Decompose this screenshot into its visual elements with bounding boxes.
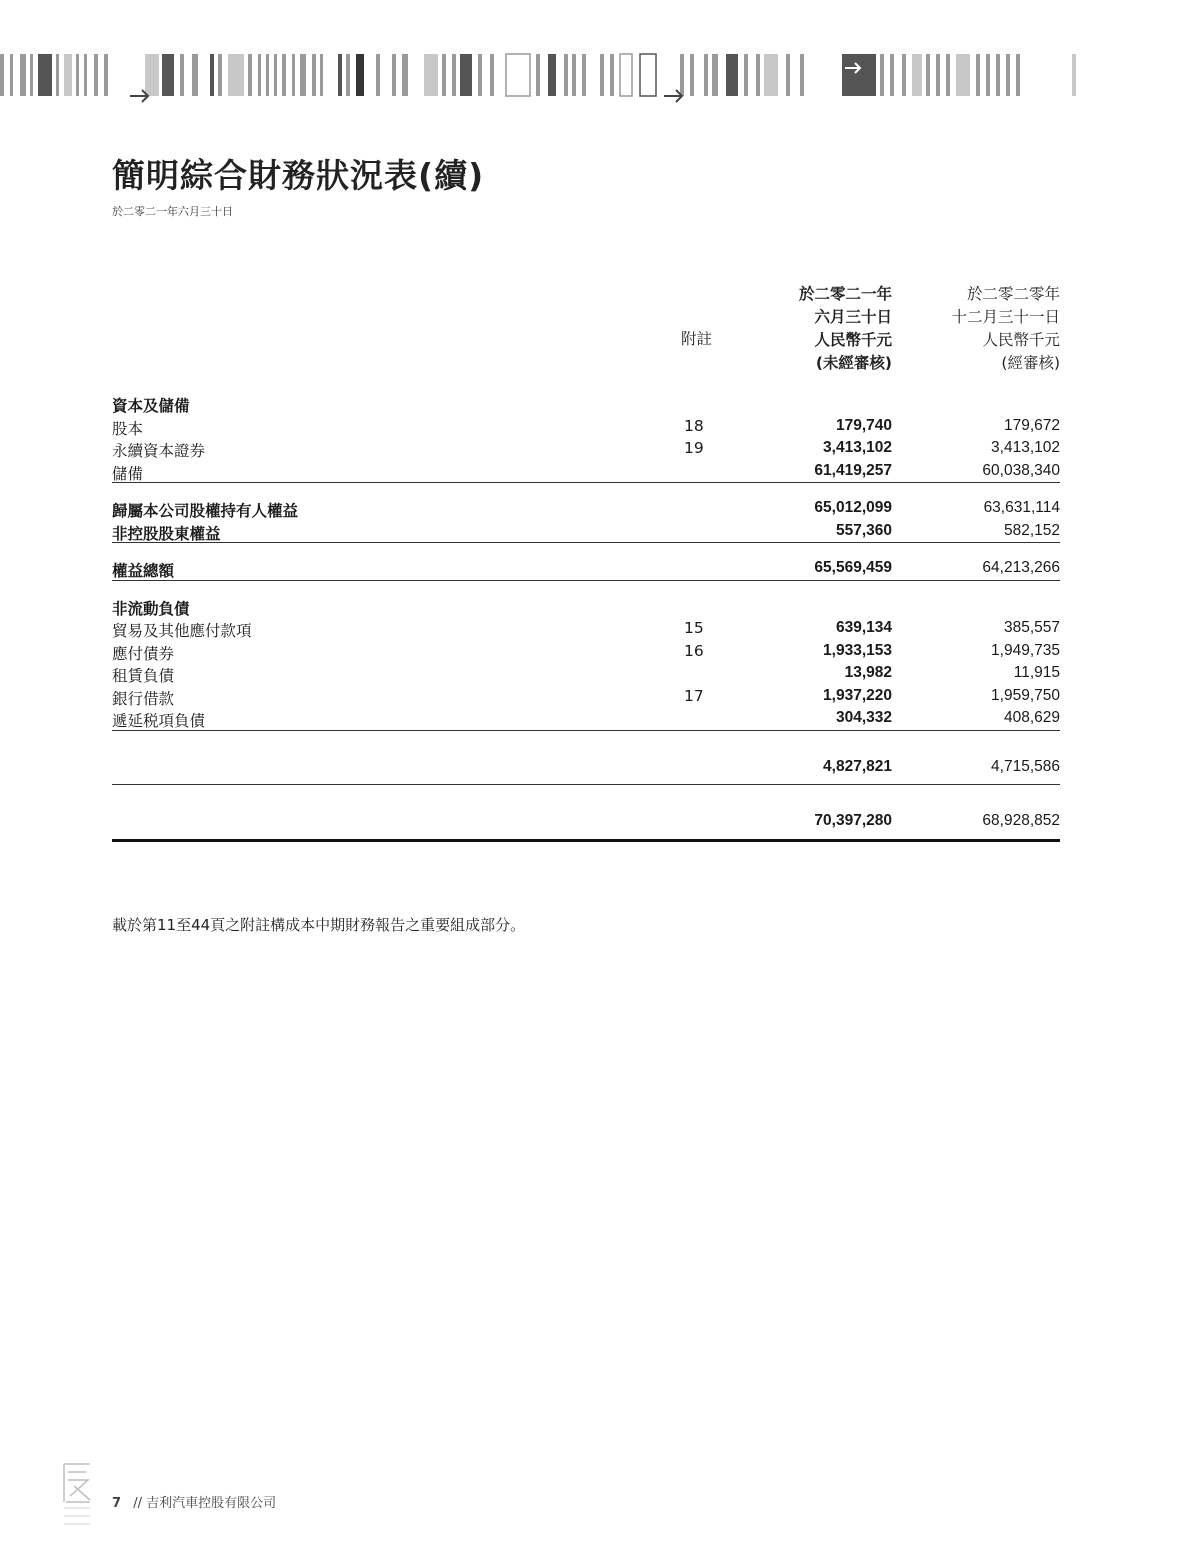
row-prior-value: 1,959,750 <box>991 686 1060 704</box>
table-row <box>112 707 1060 730</box>
row-label: 應付債券 <box>112 644 175 663</box>
footnote: 載於第11至44頁之附註構成本中期財務報告之重要組成部分。 <box>112 916 526 934</box>
page-number: 7 <box>112 1496 122 1511</box>
row-prior-value: 60,038,340 <box>982 461 1060 479</box>
row-note: 16 <box>684 641 704 660</box>
prior-period-header <box>900 283 1060 375</box>
row-note: 19 <box>684 439 704 457</box>
prior-header-line-3: 人民幣千元 <box>982 331 1060 349</box>
table-row <box>112 662 1060 685</box>
row-current-value: 61,419,257 <box>814 461 892 479</box>
financial-position-table <box>112 392 1060 842</box>
table-row <box>112 437 1060 460</box>
table-row <box>112 685 1060 708</box>
row-current-value: 639,134 <box>835 619 892 636</box>
page-subtitle: 於二零二一年六月三十日 <box>112 205 233 218</box>
table-row <box>112 640 1060 663</box>
table-row <box>112 415 1060 438</box>
row-current-value: 1,933,153 <box>823 641 892 659</box>
table-row-nci <box>112 520 1060 543</box>
row-note: 15 <box>684 619 704 637</box>
decorative-header-band <box>0 50 1200 106</box>
row-prior-value: 179,672 <box>1003 416 1060 434</box>
row-prior-value: 3,413,102 <box>991 439 1060 456</box>
row-label: 權益總額 <box>112 562 175 580</box>
current-header-line-2: 六月三十日 <box>814 308 892 326</box>
row-current-value: 65,569,459 <box>814 559 892 576</box>
table-row-attributable-equity <box>112 497 1060 520</box>
company-seal-icon <box>60 1462 94 1532</box>
table-row-grand-total <box>112 810 1060 833</box>
row-current-value: 70,397,280 <box>814 812 892 829</box>
row-prior-value: 1,949,735 <box>991 641 1060 659</box>
row-label: 遞延税項負債 <box>112 712 206 730</box>
row-prior-value: 4,715,586 <box>991 757 1060 775</box>
row-current-value: 13,982 <box>844 664 892 681</box>
table-row-total-equity <box>112 557 1060 580</box>
row-current-value: 179,740 <box>835 416 892 434</box>
row-prior-value: 408,629 <box>1003 709 1060 726</box>
company-name: // 吉利汽車控股有限公司 <box>133 1496 277 1511</box>
row-label: 儲備 <box>112 464 144 483</box>
row-current-value: 557,360 <box>835 521 892 539</box>
current-period-header <box>742 283 892 375</box>
row-label: 銀行借款 <box>112 689 175 708</box>
row-prior-value: 63,631,114 <box>983 499 1060 516</box>
current-header-line-1: 於二零二一年 <box>798 285 892 303</box>
table-row <box>112 617 1060 640</box>
row-current-value: 304,332 <box>835 709 892 726</box>
row-label: 永續資本證券 <box>112 442 206 460</box>
row-prior-value: 582,152 <box>1003 521 1060 539</box>
row-current-value: 1,937,220 <box>823 686 892 704</box>
row-note: 18 <box>684 416 704 435</box>
row-current-value: 3,413,102 <box>823 439 892 456</box>
row-prior-value: 11,915 <box>1013 664 1060 681</box>
row-prior-value: 68,928,852 <box>982 812 1060 829</box>
double-rule <box>112 839 1060 842</box>
prior-header-line-1: 於二零二零年 <box>966 285 1060 303</box>
prior-header-line-2: 十二月三十一日 <box>951 308 1060 326</box>
current-header-line-4: (未經審核) <box>815 354 892 372</box>
table-row <box>112 460 1060 483</box>
current-header-line-3: 人民幣千元 <box>814 331 892 349</box>
row-label: 貿易及其他應付款項 <box>112 622 252 640</box>
row-current-value: 65,012,099 <box>814 499 892 516</box>
row-prior-value: 64,213,266 <box>982 559 1060 576</box>
row-label: 歸屬本公司股權持有人權益 <box>112 502 299 520</box>
section-heading-noncurrent <box>112 595 1060 618</box>
row-prior-value: 385,557 <box>1003 619 1060 636</box>
row-current-value: 4,827,821 <box>823 757 892 775</box>
row-note: 17 <box>684 686 704 705</box>
page-title: 簡明綜合財務狀況表(續) <box>112 156 485 195</box>
row-label: 資本及儲備 <box>112 397 190 415</box>
row-label: 股本 <box>112 419 144 438</box>
row-label: 非控股股東權益 <box>112 524 221 543</box>
row-label: 非流動負債 <box>112 599 190 618</box>
prior-header-line-4: (經審核) <box>1001 354 1060 372</box>
row-label: 租賃負債 <box>112 667 175 685</box>
table-row-noncurrent-subtotal <box>112 756 1060 779</box>
section-heading-capital <box>112 392 1060 415</box>
page-footer <box>112 1492 276 1511</box>
note-column-header: 附註 <box>680 330 712 348</box>
